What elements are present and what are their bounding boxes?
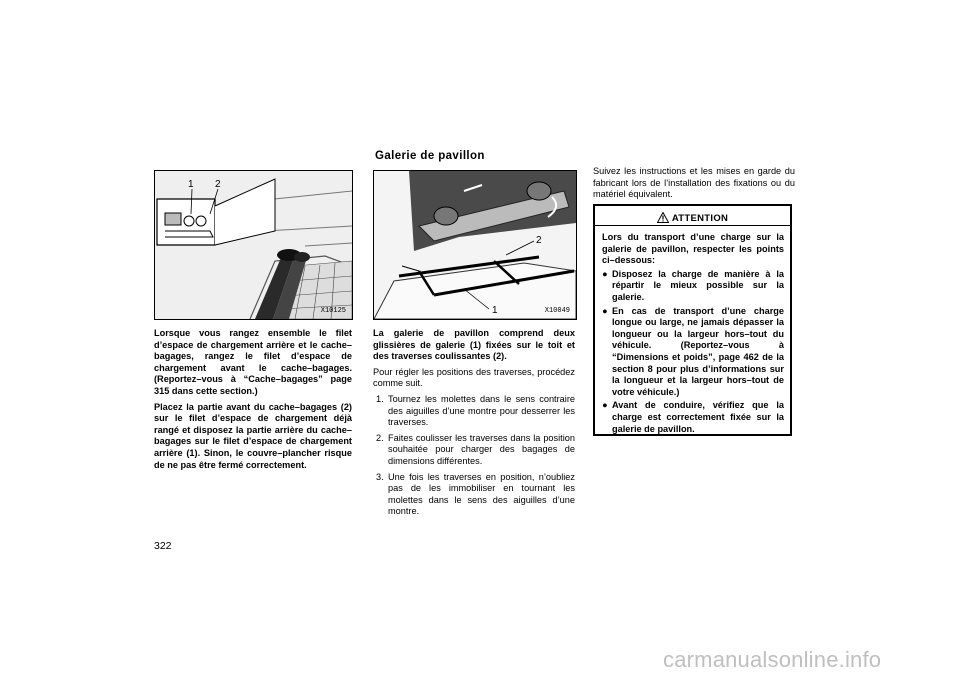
callout-2: 2 <box>215 179 221 190</box>
steps-list <box>373 394 575 518</box>
column-roof-rack-text <box>373 328 575 522</box>
page-number: 322 <box>154 540 172 552</box>
column-installation-text <box>593 166 795 205</box>
attention-list <box>602 269 784 435</box>
lead-paragraph: La galerie de pavillon comprend deux glissières de galerie (1) fixées sur le toit et des traverses coulissantes (2). <box>373 328 575 362</box>
list-item <box>602 306 784 399</box>
paragraph: Lorsque vous rangez ensemble le filet d’espace de chargement arrière et le cache–bagages, rangez le filet d’espace de chargement avant le cache–bagages. (Reportez–vous à “Cache–bagages” page 315 dans cette section.) <box>154 328 352 396</box>
list-item <box>373 472 575 518</box>
bullet-icon: ● <box>602 400 608 411</box>
intro-paragraph: Pour régler les positions des traverses, procédez comme suit. <box>373 366 575 389</box>
section-title: Galerie de pavillon <box>375 150 485 162</box>
callout-1: 1 <box>188 179 194 190</box>
step-number: 2. <box>376 432 384 443</box>
attention-header <box>595 206 790 226</box>
warning-triangle-icon <box>657 212 669 223</box>
roof-rack-illustration <box>374 171 576 319</box>
attention-body <box>595 226 790 435</box>
figure-code: X10049 <box>544 307 570 315</box>
paragraph: Placez la partie avant du cache–bagages (2) sur le filet d’espace de chargement déjà rangé et disposez la partie arrière du cache–bagages sur le filet d’espace de chargement arrière (1). Sinon, le couvre–plancher risque de ne pas être fermé correctement. <box>154 401 352 470</box>
attention-item-text: En cas de transport d’une charge longue ou large, ne jamais dépasser la longueur ou la largeur hors–tout du véhicule. (Reportez–vous à “Dimensions et poids”, page 462 de la section 8 pour plus d’informations sur la longueur et la largeur hors–tout de votre véhicule.) <box>612 305 784 397</box>
cargo-net-illustration <box>155 171 352 319</box>
list-item <box>602 400 784 435</box>
callout-1: 1 <box>492 305 498 316</box>
list-item <box>373 433 575 468</box>
step-number: 1. <box>376 393 384 404</box>
attention-box <box>593 204 792 436</box>
attention-item-text: Disposez la charge de manière à la répartir le mieux possible sur la galerie. <box>612 268 784 302</box>
step-text: Une fois les traverses en position, n’oubliez pas de les immobiliser en tournant les molettes dans le sens des aiguilles d’une montre. <box>388 471 575 517</box>
figure-cargo-net <box>154 170 353 320</box>
step-number: 3. <box>376 471 384 482</box>
list-item <box>373 394 575 429</box>
paragraph: Suivez les instructions et les mises en garde du fabricant lors de l’installation des fixations ou du matériel équivalent. <box>593 166 795 200</box>
watermark: carmanualsonline.info <box>663 647 882 672</box>
attention-title: ATTENTION <box>671 213 729 224</box>
step-text: Faites coulisser les traverses dans la position souhaitée pour charger des bagages de dimensions différentes. <box>388 432 575 466</box>
attention-lead: Lors du transport d’une charge sur la galerie de pavillon, respecter les points ci–dessous: <box>602 232 784 266</box>
step-text: Tournez les molettes dans le sens contraire des aiguilles d’une montre pour desserrer les traverses. <box>388 393 575 428</box>
figure-roof-rack <box>373 170 577 320</box>
bullet-icon: ● <box>602 268 608 279</box>
bullet-icon: ● <box>602 305 608 316</box>
attention-item-text: Avant de conduire, vérifiez que la charge est correctement fixée sur la galerie de pavillon. <box>612 400 784 434</box>
list-item <box>602 269 784 304</box>
callout-2: 2 <box>536 235 542 246</box>
column-cargo-net-text <box>154 328 352 475</box>
figure-code: X10125 <box>320 307 346 315</box>
